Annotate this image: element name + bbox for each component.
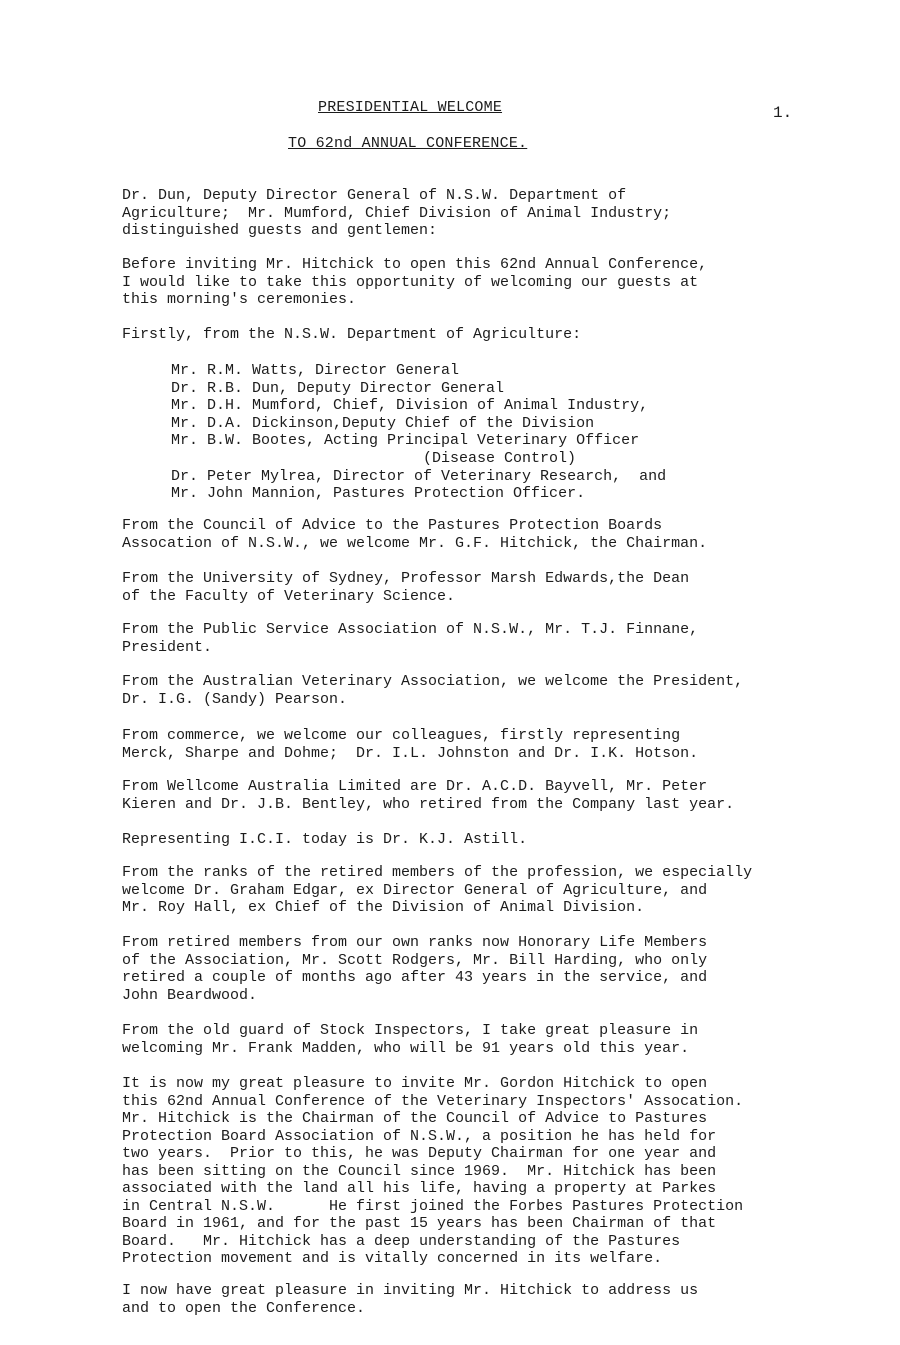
text-line: Protection movement and is vitally concerned in its welfare.: [122, 1250, 663, 1267]
text-line: Merck, Sharpe and Dohme; Dr. I.L. Johnston and Dr. I.K. Hotson.: [122, 744, 699, 762]
text-line: I now have great pleasure in inviting Mr. Hitchick to address us: [122, 1282, 699, 1299]
list-item: Mr. R.M. Watts, Director General: [171, 362, 460, 379]
text-line: It is now my great pleasure to invite Mr. Gordon Hitchick to open: [122, 1075, 708, 1092]
text-line: From the Australian Veterinary Association, we welcome the President,: [122, 673, 744, 690]
text-line: this morning's ceremonies.: [122, 291, 357, 308]
agriculture-guest-list: [171, 362, 666, 503]
wellcome-paragraph: [122, 778, 822, 813]
text-line: President.: [122, 638, 213, 656]
text-line: Kieren and Dr. J.B. Bentley, who retired from the Company last year.: [122, 795, 735, 813]
intro-paragraph: [122, 256, 822, 309]
list-item: Mr. John Mannion, Pastures Protection Officer.: [171, 485, 586, 503]
salutation-paragraph: [122, 187, 822, 240]
text-line: of the Association, Mr. Scott Rodgers, Mr. Bill Harding, who only: [122, 951, 708, 969]
title-line-1: PRESIDENTIAL WELCOME: [318, 99, 503, 116]
text-line: From retired members from our own ranks now Honorary Life Members: [122, 934, 708, 951]
text-line: and to open the Conference.: [122, 1299, 366, 1317]
text-line: From commerce, we welcome our colleagues, firstly representing: [122, 727, 681, 744]
text-line: From the University of Sydney, Professor Marsh Edwards,the Dean: [122, 570, 690, 587]
list-item: Mr. D.A. Dickinson,Deputy Chief of the Division: [171, 414, 595, 432]
text-line: Firstly, from the N.S.W. Department of Agriculture:: [122, 326, 582, 343]
text-line: two years. Prior to this, he was Deputy Chairman for one year and: [122, 1145, 717, 1162]
text-line: this 62nd Annual Conference of the Veterinary Inspectors' Assocation.: [122, 1092, 744, 1110]
text-line: From the Council of Advice to the Pastures Protection Boards: [122, 517, 663, 534]
text-line: From Wellcome Australia Limited are Dr. A.C.D. Bayvell, Mr. Peter: [122, 778, 708, 795]
text-line: I would like to take this opportunity of welcoming our guests at: [122, 273, 699, 291]
ici-paragraph: [122, 831, 822, 849]
agriculture-heading: [122, 326, 822, 344]
text-line: distinguished guests and gentlemen:: [122, 222, 438, 239]
university-paragraph: [122, 570, 822, 605]
text-line: Mr. Hitchick is the Chairman of the Council of Advice to Pastures: [122, 1110, 708, 1127]
text-line: Dr. Dun, Deputy Director General of N.S.W. Department of: [122, 187, 627, 204]
list-item: Mr. D.H. Mumford, Chief, Division of Animal Industry,: [171, 397, 649, 415]
council-paragraph: [122, 517, 822, 552]
closing-paragraph: [122, 1282, 822, 1317]
text-line: Protection Board Association of N.S.W., a position he has held for: [122, 1127, 717, 1145]
text-line: in Central N.S.W. He first joined the Forbes Pastures Protection: [122, 1197, 744, 1215]
page-number: 1.: [773, 104, 793, 122]
list-item: (Disease Control): [423, 449, 577, 467]
text-line: has been sitting on the Council since 1969. Mr. Hitchick has been: [122, 1162, 717, 1180]
list-item: Mr. B.W. Bootes, Acting Principal Veterinary Officer: [171, 432, 640, 450]
ava-paragraph: [122, 673, 822, 708]
text-line: retired a couple of months ago after 43 years in the service, and: [122, 969, 708, 986]
text-line: Mr. Roy Hall, ex Chief of the Division of Animal Division.: [122, 899, 645, 916]
text-line: of the Faculty of Veterinary Science.: [122, 587, 456, 605]
text-line: Agriculture; Mr. Mumford, Chief Division of Animal Industry;: [122, 204, 672, 222]
commerce-paragraph: [122, 727, 822, 762]
text-line: welcome Dr. Graham Edgar, ex Director General of Agriculture, and: [122, 881, 708, 899]
invitation-paragraph: [122, 1075, 822, 1268]
text-line: From the ranks of the retired members of the profession, we especially: [122, 864, 753, 881]
text-line: Board in 1961, and for the past 15 years has been Chairman of that: [122, 1215, 717, 1232]
text-line: associated with the land all his life, having a property at Parkes: [122, 1180, 717, 1197]
list-item: Dr. R.B. Dun, Deputy Director General: [171, 379, 505, 397]
title-line-2: TO 62nd ANNUAL CONFERENCE.: [288, 135, 528, 152]
text-line: John Beardwood.: [122, 986, 258, 1004]
stock-inspectors-paragraph: [122, 1022, 822, 1057]
retired-members-paragraph: [122, 934, 822, 1004]
retired-profession-paragraph: [122, 864, 822, 917]
text-line: Board. Mr. Hitchick has a deep understanding of the Pastures: [122, 1232, 681, 1250]
public-service-paragraph: [122, 621, 822, 656]
text-line: From the Public Service Association of N.S.W., Mr. T.J. Finnane,: [122, 621, 699, 638]
list-item: Dr. Peter Mylrea, Director of Veterinary Research, and: [171, 467, 667, 485]
text-line: Assocation of N.S.W., we welcome Mr. G.F. Hitchick, the Chairman.: [122, 534, 708, 552]
text-line: From the old guard of Stock Inspectors, I take great pleasure in: [122, 1022, 699, 1039]
text-line: Representing I.C.I. today is Dr. K.J. Astill.: [122, 831, 528, 848]
text-line: Before inviting Mr. Hitchick to open this 62nd Annual Conference,: [122, 256, 708, 273]
text-line: Dr. I.G. (Sandy) Pearson.: [122, 690, 348, 708]
text-line: welcoming Mr. Frank Madden, who will be 91 years old this year.: [122, 1039, 690, 1057]
